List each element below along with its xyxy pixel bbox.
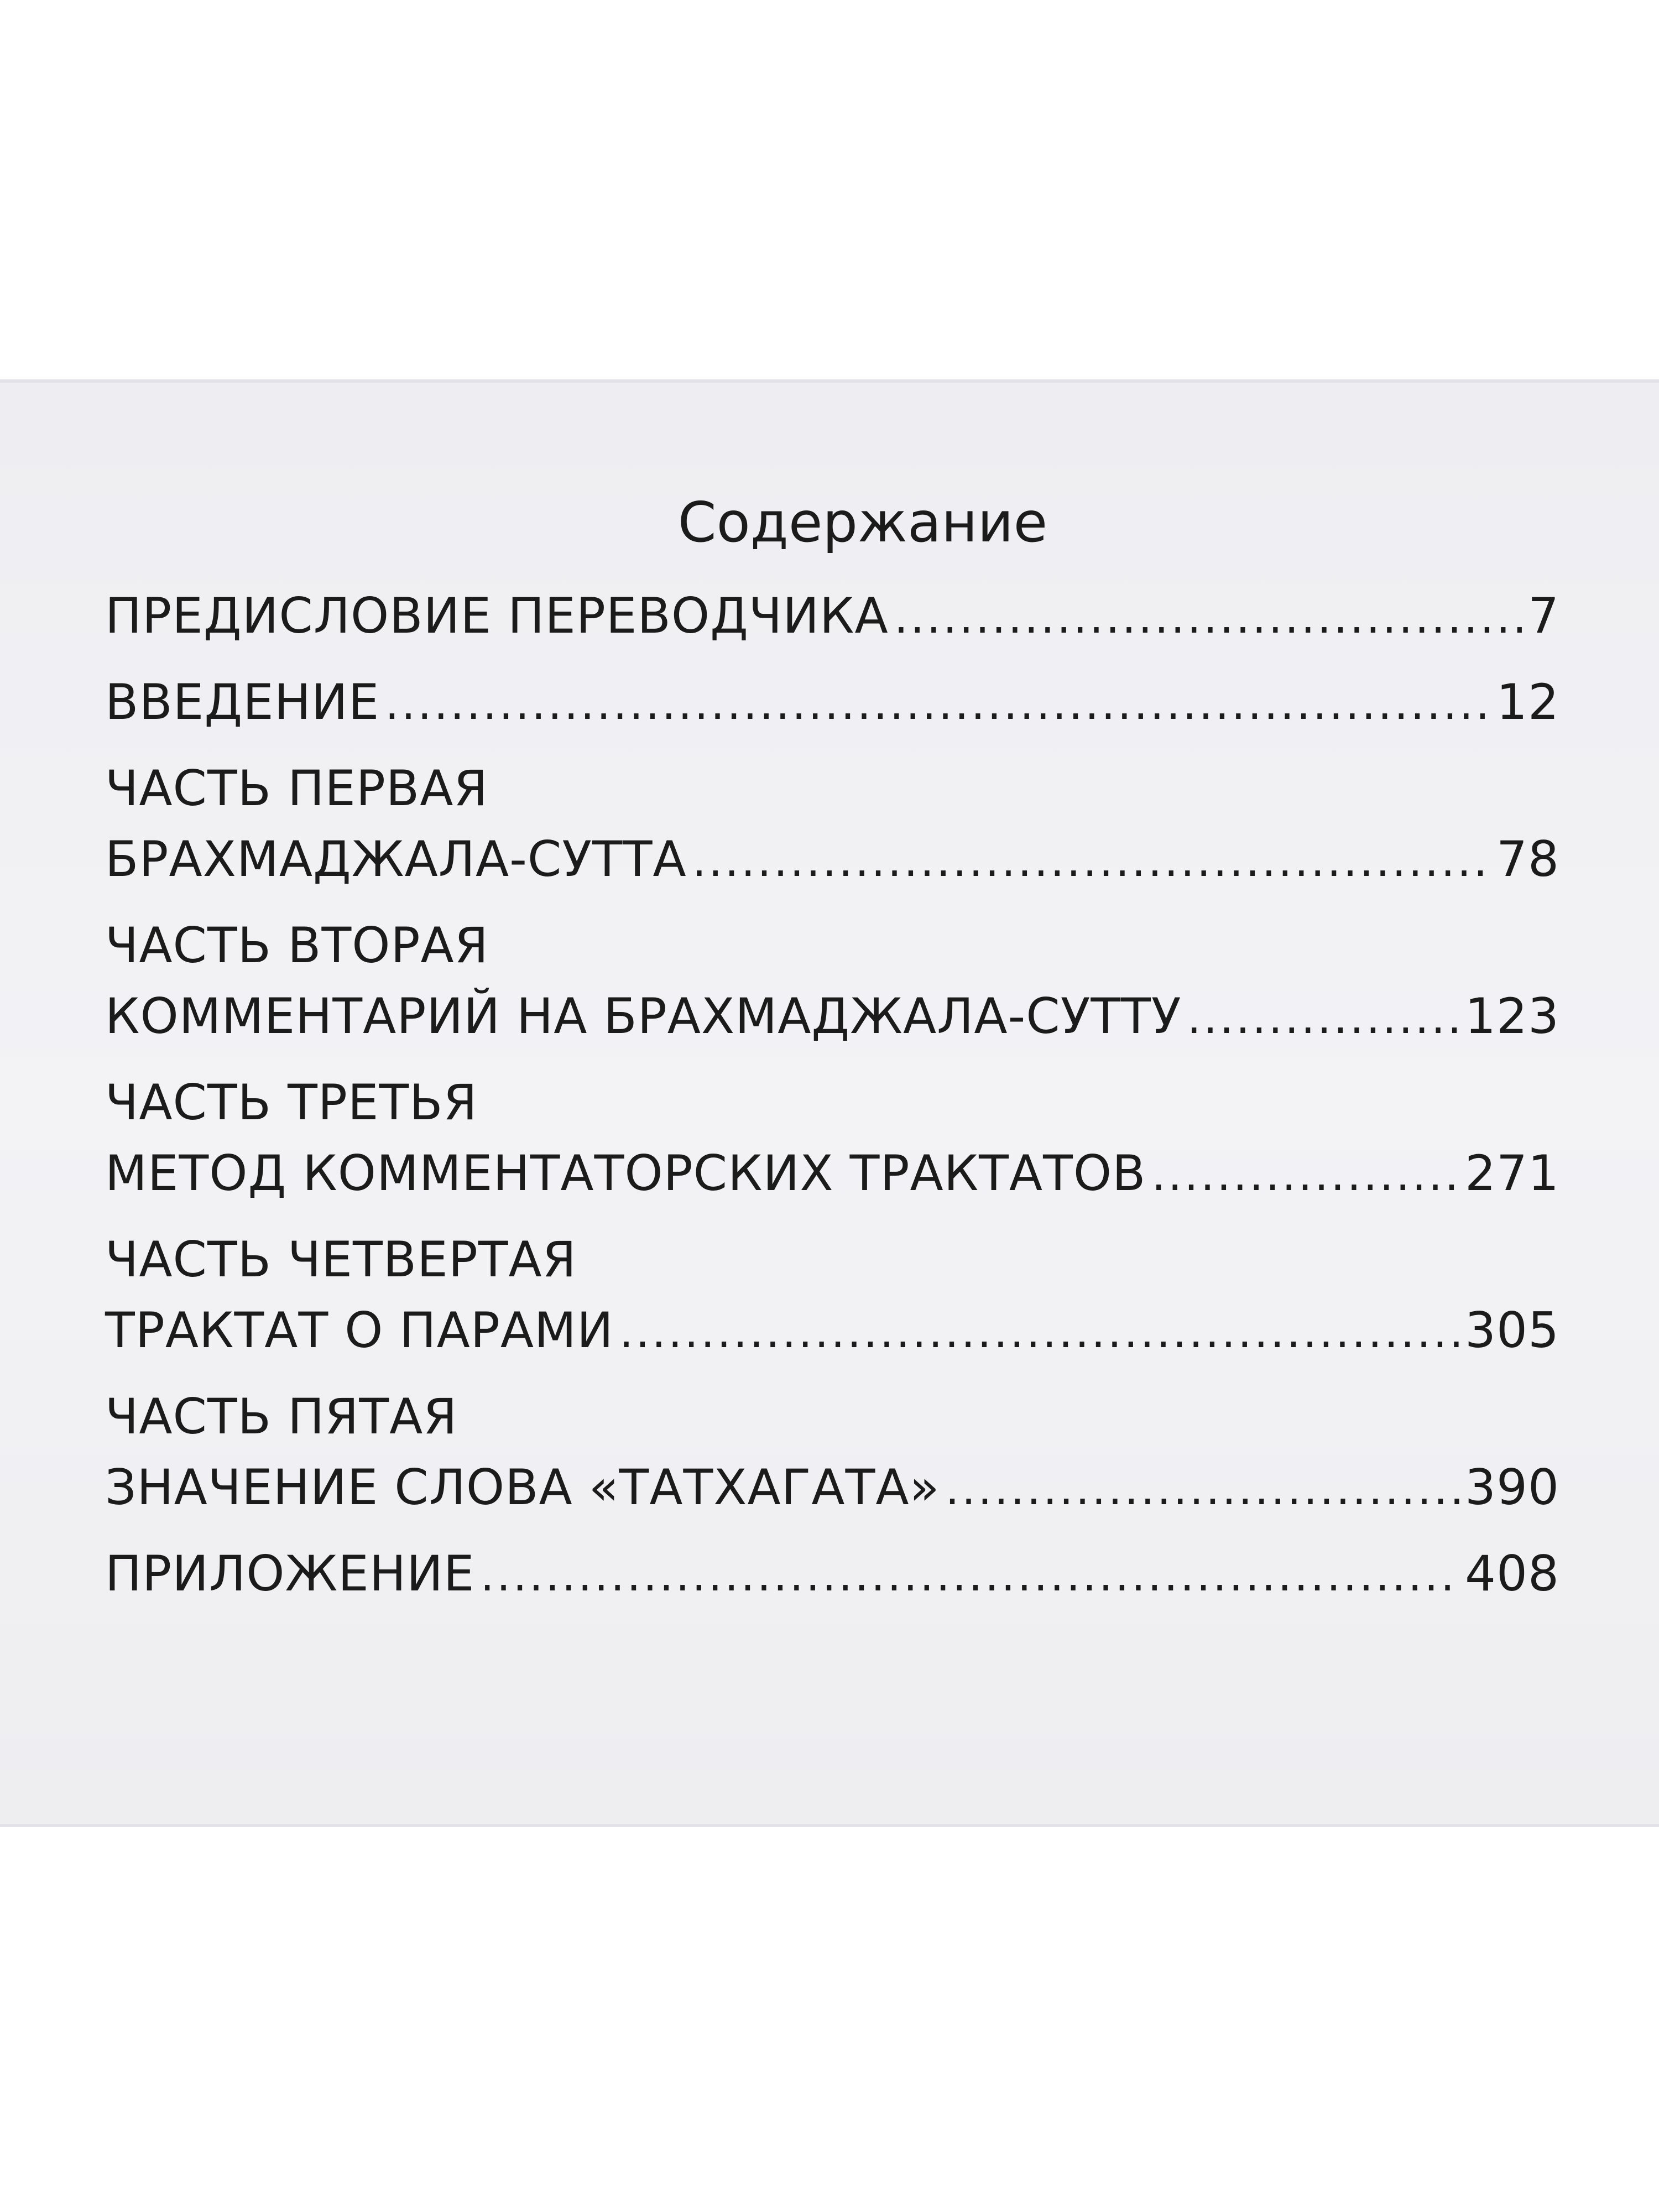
- toc-entry-page: 390: [1465, 1459, 1559, 1516]
- table-of-contents: [105, 487, 1559, 1625]
- toc-line[interactable]: [105, 1295, 1559, 1366]
- dot-leader: [481, 1540, 1460, 1611]
- dot-leader: [1152, 1140, 1460, 1211]
- toc-entry-label: ЗНАЧЕНИЕ СЛОВА «ТАТХАГАТА»: [105, 1459, 940, 1516]
- toc-part-label: ЧАСТЬ ЧЕТВЕРТАЯ: [105, 1231, 577, 1288]
- toc-line[interactable]: [105, 581, 1559, 651]
- toc-line[interactable]: [105, 667, 1559, 738]
- toc-entry-page: 408: [1465, 1545, 1559, 1602]
- toc-entry-label: ПРЕДИСЛОВИЕ ПЕРЕВОДЧИКА: [105, 587, 889, 644]
- toc-entry-label: БРАХМАДЖАЛА-СУТТА: [105, 831, 687, 888]
- toc-entry-page: 78: [1496, 831, 1559, 888]
- toc-entry-appendix: [105, 1538, 1559, 1609]
- dot-leader: [1187, 983, 1459, 1053]
- toc-entry-part-1: [105, 753, 1559, 895]
- toc-entry-page: 123: [1465, 988, 1559, 1045]
- toc-entry-part-5: [105, 1381, 1559, 1523]
- toc-entry-page: 305: [1465, 1302, 1559, 1359]
- toc-line[interactable]: [105, 1138, 1559, 1209]
- toc-entry-part-3: [105, 1067, 1559, 1209]
- toc-entry-page: 12: [1496, 674, 1559, 731]
- dot-leader: [894, 582, 1522, 653]
- toc-part-label: ЧАСТЬ ТРЕТЬЯ: [105, 1074, 478, 1131]
- toc-line[interactable]: [105, 1538, 1559, 1609]
- toc-line[interactable]: [105, 1452, 1559, 1523]
- toc-part-label: ЧАСТЬ ПЕРВАЯ: [105, 760, 488, 817]
- toc-entry-label: ТРАКТАТ О ПАРАМИ: [105, 1302, 614, 1359]
- toc-entry-foreword: [105, 581, 1559, 651]
- dot-leader: [692, 826, 1491, 896]
- page-edge-bottom: [0, 1824, 1659, 1827]
- toc-entry-introduction: [105, 667, 1559, 738]
- toc-line[interactable]: [105, 981, 1559, 1052]
- toc-entry-label: КОММЕНТАРИЙ НА БРАХМАДЖАЛА-СУТТУ: [105, 988, 1182, 1045]
- toc-entry-label: ПРИЛОЖЕНИЕ: [105, 1545, 475, 1602]
- toc-entry-part-2: [105, 910, 1559, 1052]
- toc-part-label: ЧАСТЬ ПЯТАЯ: [105, 1388, 458, 1445]
- dot-leader: [385, 669, 1491, 739]
- toc-part-label: ЧАСТЬ ВТОРАЯ: [105, 917, 489, 974]
- toc-entry-label: ВВЕДЕНИЕ: [105, 674, 380, 731]
- dot-leader: [619, 1297, 1459, 1368]
- toc-entry-label: МЕТОД КОММЕНТАТОРСКИХ ТРАКТАТОВ: [105, 1145, 1146, 1202]
- toc-entry-page: 271: [1465, 1145, 1559, 1202]
- page-edge-top: [0, 379, 1659, 383]
- toc-title: Содержание: [677, 490, 1048, 555]
- toc-entry-part-4: [105, 1224, 1559, 1366]
- toc-line[interactable]: [105, 824, 1559, 895]
- toc-entry-page: 7: [1528, 587, 1559, 644]
- dot-leader: [945, 1454, 1459, 1525]
